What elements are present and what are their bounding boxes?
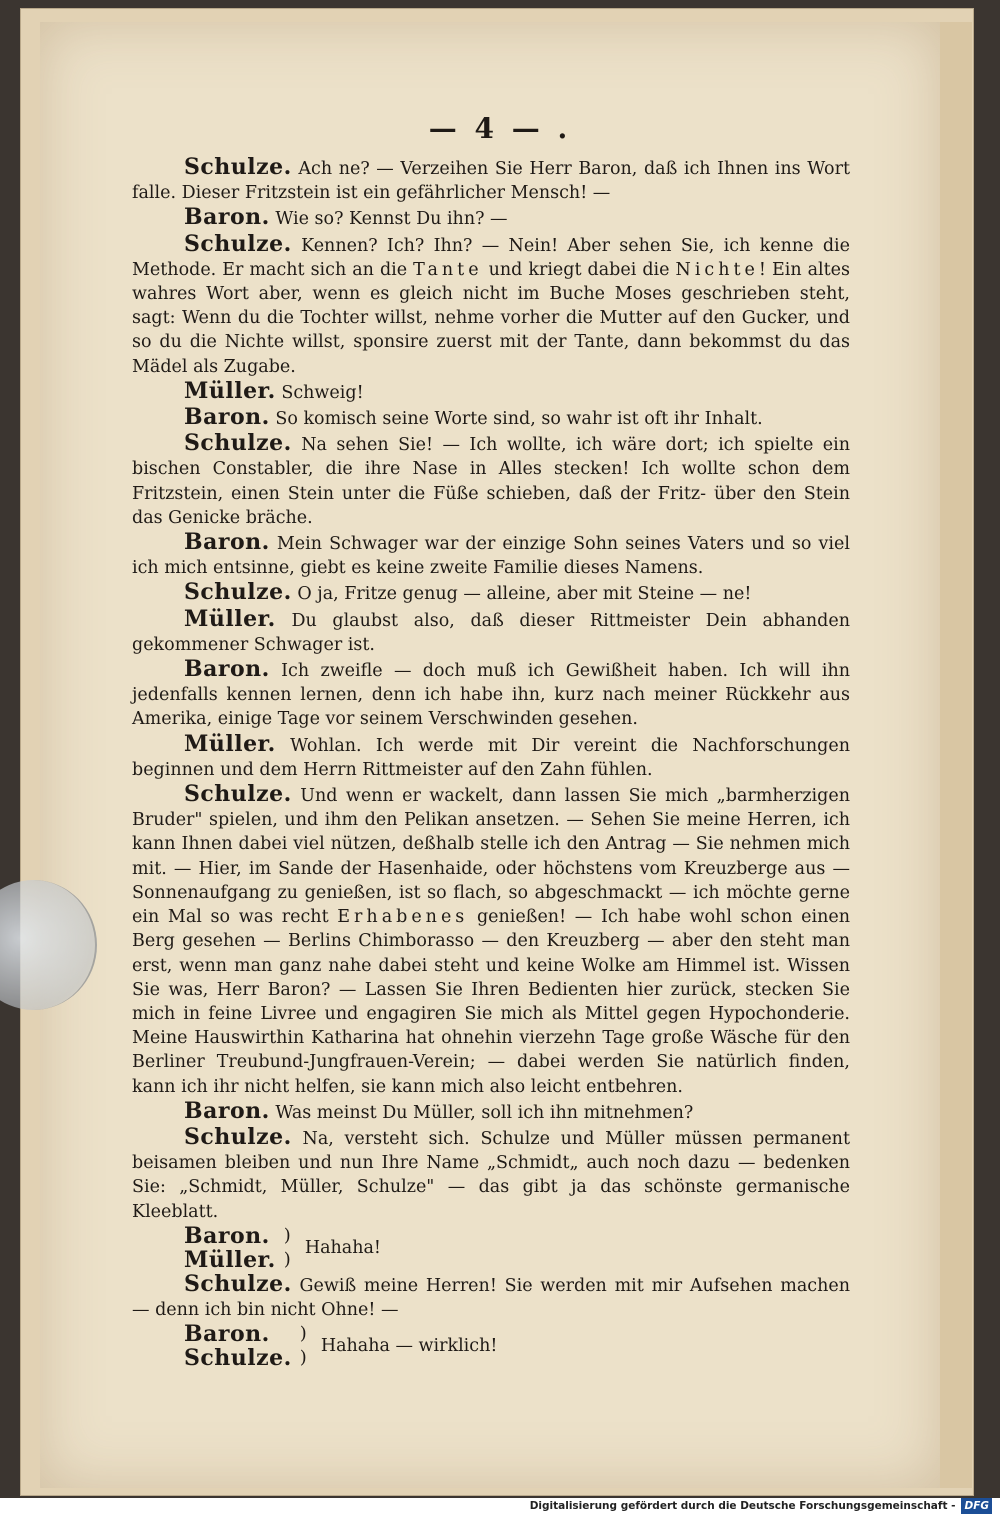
dialogue-line <box>132 782 850 1099</box>
line-text: genießen! — Ich habe wohl schon einen Berg gesehen — Berlins Chimborasso — den Kreuzberg — aber den steht man erst, wenn man ganz nahe dabei steht und keine Wolke am Himmel ist. Wissen Sie was, Herr Baron? — Lassen Sie Ihren Bedienten hier zurück, stecken Sie mich in feine Livree und engagiren Sie mich als Mittel gegen Hypochonderie. Meine Hauswirthin Katharina hat ohnehin vierzehn Tage große Wäsche für den Berliner Treubund-Jungfrauen-Verein; — dabei werden Sie natürlich finden, kann ich ihr nicht helfen, sie kann mich also leicht entbehren. <box>132 907 850 1097</box>
joint-speakers <box>184 1224 276 1272</box>
speaker: Baron. <box>184 1321 270 1348</box>
line-text: Na, versteht sich. Schulze und Müller müssen permanent beisamen bleiben und nun Ihre Name „Schmidt„ auch noch dazu — bedenken Sie: „Schmidt, Müller, Schulze" — das gibt ja das schönste germanische Kleeblatt. <box>132 1128 850 1222</box>
line-text: Ich zweifle — doch muß ich Gewißheit haben. Ich will ihn jedenfalls kennen lernen, denn ich habe ihn, kurz nach meiner Rückkehr aus Amerika, einige Tage vor seinem Verschwinden gesehen. <box>132 661 850 730</box>
line-text: Wohlan. Ich werde mit Dir vereint die Nachforschungen beginnen und dem Herrn Rittmeister auf den Zahn fühlen. <box>132 735 850 780</box>
line-text: Was meinst Du Müller, soll ich ihn mitnehmen? <box>275 1102 694 1123</box>
speaker: Müller. <box>184 730 276 757</box>
joint-line <box>184 1224 850 1272</box>
dialogue-line <box>132 1099 850 1125</box>
line-text: Mein Schwager war der einzige Sohn seines Vaters und so viel ich mich entsinne, giebt es keine zweite Familie dieses Namens. <box>132 534 850 579</box>
speaker: Müller. <box>184 605 276 632</box>
dfg-logo: DFG <box>961 1498 992 1514</box>
line-text: Na sehen Sie! — Ich wollte, ich wäre dort; ich spielte ein bischen Constabler, die ihre Nase in Alles stecken! Ich wollte schon dem Fritzstein, einen Stein unter die Füße schieben, daß der Fritz- über den Stein das Genicke bräche. <box>132 435 850 528</box>
speaker: Schulze. <box>184 1345 292 1372</box>
bracket: ) ) <box>283 1224 291 1270</box>
speaker: Baron. <box>184 204 270 231</box>
speaker: Müller. <box>184 1246 276 1273</box>
speaker: Schulze. <box>184 430 292 457</box>
speaker: Baron. <box>184 529 270 556</box>
emphasis: Tante <box>413 259 483 280</box>
speaker: Müller. <box>184 377 276 404</box>
play-text <box>132 155 850 1370</box>
speaker: Baron. <box>184 404 270 431</box>
dialogue-line <box>132 205 850 231</box>
line-text: Wie so? Kennst Du ihn? — <box>275 209 508 230</box>
speaker: Schulze. <box>184 1123 292 1150</box>
speaker: Schulze. <box>184 781 292 808</box>
dialogue-line <box>132 232 850 379</box>
emphasis: Erhabenes <box>337 907 469 928</box>
speaker: Schulze. <box>184 1270 292 1297</box>
dialogue-line <box>132 580 850 606</box>
line-text: O ja, Fritze genug — alleine, aber mit Steine — ne! <box>297 584 752 605</box>
dialogue-line <box>132 607 850 657</box>
dialogue-line <box>132 657 850 732</box>
joint-speakers <box>184 1322 292 1370</box>
line-text: Hahaha — wirklich! <box>320 1336 498 1357</box>
dialogue-line <box>132 155 850 205</box>
dialogue-line <box>132 379 850 405</box>
speaker: Schulze. <box>184 579 292 606</box>
speaker: Baron. <box>184 656 270 683</box>
speaker: Baron. <box>184 1097 270 1124</box>
line-text: Hahaha! <box>304 1237 381 1258</box>
joint-line <box>184 1322 850 1370</box>
line-text: Schweig! <box>281 382 364 403</box>
dialogue-line <box>132 1272 850 1322</box>
dialogue-line <box>132 530 850 580</box>
dialogue-line <box>132 1125 850 1224</box>
dialogue-line <box>132 732 850 782</box>
speaker: Schulze. <box>184 154 292 180</box>
emphasis: Nichte <box>675 259 759 280</box>
speaker: Baron. <box>184 1222 270 1249</box>
line-text: Ach ne? — Verzeihen Sie Herr Baron, daß ich Ihnen ins Wort falle. Dieser Fritzstein ist ein gefährlicher Mensch! — <box>132 159 850 204</box>
line-text: Kennen? Ich? Ihn? — Nein! Aber sehen Sie, ich kenne die Methode. Er macht sich an die <box>132 235 850 280</box>
dialogue-line <box>132 405 850 431</box>
page-edge <box>940 22 972 1488</box>
line-text: Du glaubst also, daß dieser Rittmeister Dein abhanden gekommener Schwager ist. <box>132 610 850 655</box>
page-number: — 4 — . <box>428 112 572 145</box>
line-text: ! Ein altes wahres Wort aber, wenn es gleich nicht im Buche Moses geschrieben steht, sagt: Wenn du die Tochter willst, nehme vorher die Mutter auf den Gucker, und so du die Nichte willst, sponsire zuerst mit der Tante, dann bekommst du das Mädel als Zugabe. <box>132 259 851 377</box>
funding-credit: Digitalisierung gefördert durch die Deutsche Forschungsgemeinschaft - <box>529 1500 956 1512</box>
digitization-footer <box>0 1498 1000 1514</box>
line-text: und kriegt dabei die <box>482 259 676 280</box>
bracket: ) ) <box>299 1323 307 1369</box>
line-text: So komisch seine Worte sind, so wahr ist oft ihr Inhalt. <box>275 409 763 430</box>
speaker: Schulze. <box>184 230 292 257</box>
line-text: Und wenn er wackelt, dann lassen Sie mich „barmherzigen Bruder" spielen, und ihm den Pelikan ansetzen. — Sehen Sie meine Herren, ich kann Ihnen dabei viel nützen, deßhalb stelle ich den Antrag — Sie nehmen mich mit. — Hier, im Sande der Hasenhaide, oder höchstens vom Kreuzberge aus — Sonnenaufgang zu genießen, ist so flach, so abgeschmackt — ich möchte gerne ein Mal so was recht <box>132 786 850 928</box>
dialogue-line <box>132 431 850 530</box>
line-text: Gewiß meine Herren! Sie werden mit mir Aufsehen machen — denn ich bin nicht Ohne! — <box>132 1275 850 1320</box>
